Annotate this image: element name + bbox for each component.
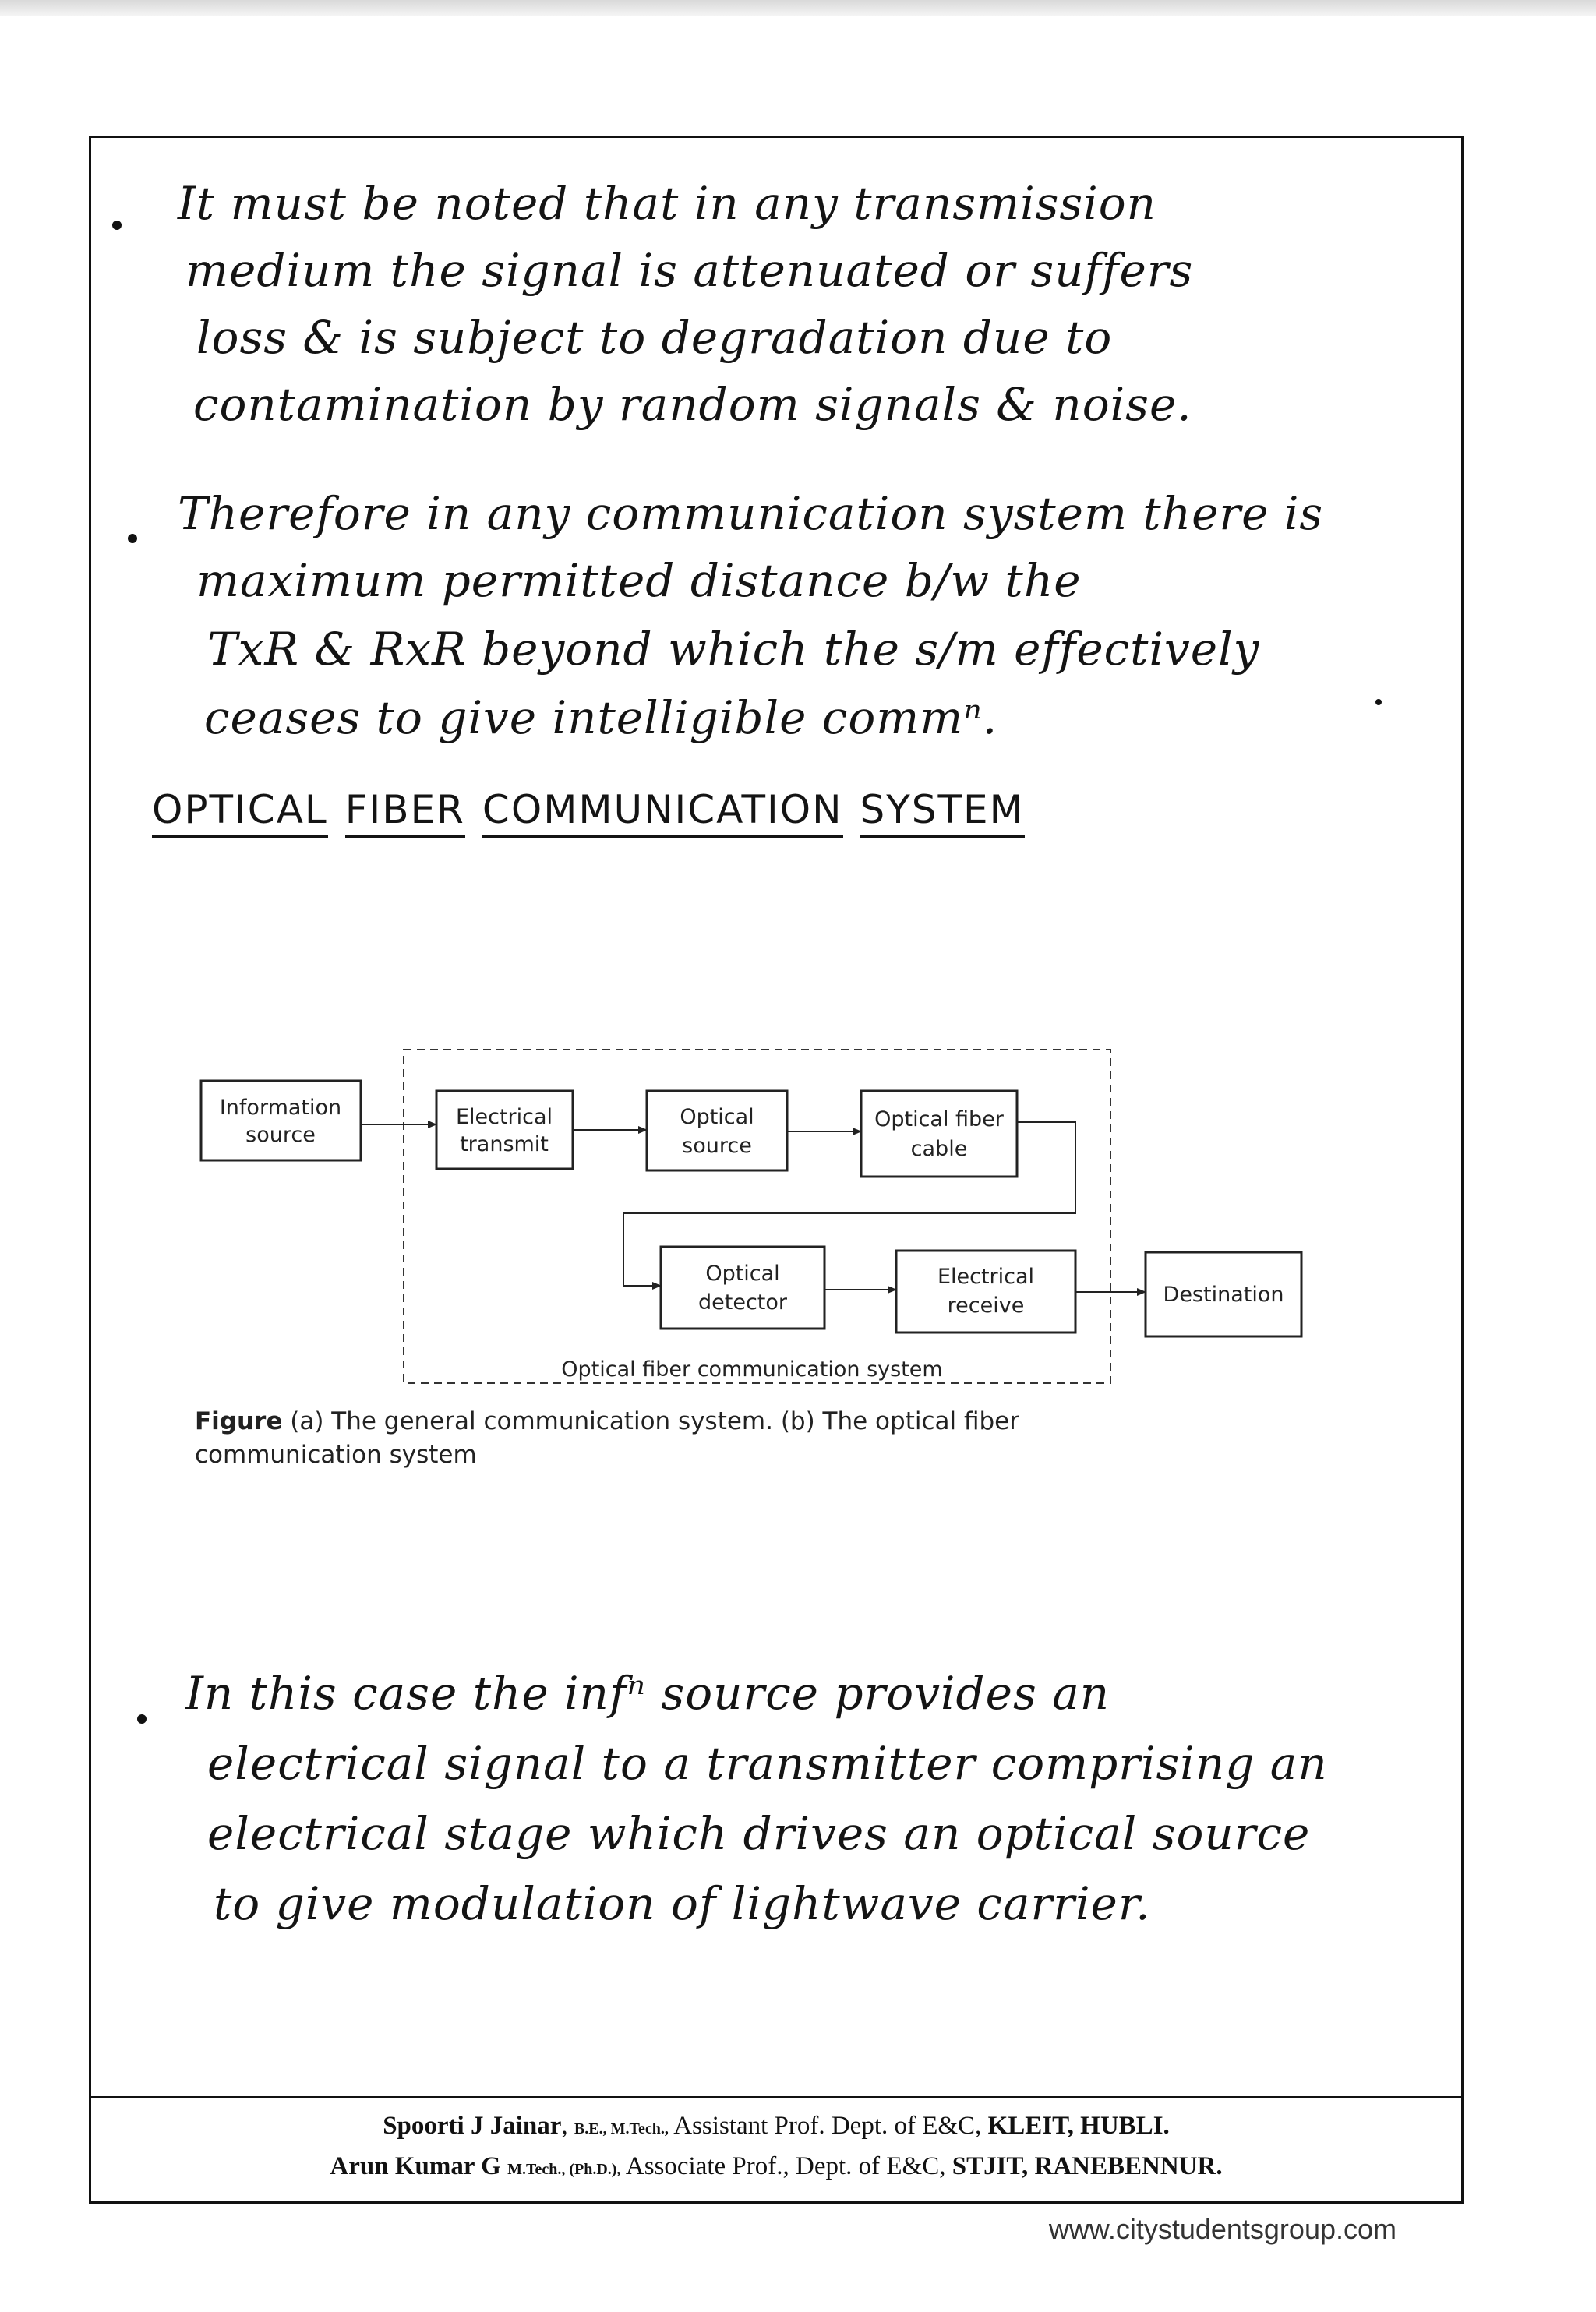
block-label: source bbox=[245, 1123, 316, 1147]
note-line: ceases to give intelligible commⁿ. bbox=[204, 691, 998, 744]
block-label: cable bbox=[910, 1137, 968, 1161]
stray-mark bbox=[1375, 699, 1382, 705]
block-electrical-receive bbox=[896, 1251, 1075, 1332]
author-name: Arun Kumar G bbox=[330, 2152, 501, 2180]
footer-author-1: Spoorti J Jainar, B.E., M.Tech., Assistant Prof. Dept. of E&C, KLEIT, HUBLI. bbox=[383, 2112, 1170, 2140]
note-line: to give modulation of lightwave carrier. bbox=[214, 1877, 1151, 1930]
block-optical-source bbox=[647, 1091, 787, 1170]
block-information-source bbox=[201, 1081, 361, 1160]
block-label: receive bbox=[947, 1294, 1025, 1318]
note-line: It must be noted that in any transmission bbox=[178, 177, 1156, 230]
block-optical-detector bbox=[661, 1247, 824, 1329]
author-role: Assistant Prof. Dept. of E&C, bbox=[668, 2112, 982, 2140]
block-label: Electrical bbox=[937, 1265, 1035, 1289]
caption-label: Figure bbox=[195, 1407, 283, 1435]
note-line: electrical signal to a transmitter comprising an bbox=[207, 1737, 1328, 1790]
author-org: STJIT, RANEBENNUR. bbox=[952, 2152, 1223, 2180]
block-label: Information bbox=[219, 1096, 342, 1120]
note-line: maximum permitted distance b/w the bbox=[196, 554, 1082, 607]
note-line: electrical stage which drives an optical source bbox=[207, 1807, 1311, 1860]
figure-caption bbox=[195, 1405, 1208, 1472]
author-role: Associate Prof., Dept. of E&C, bbox=[620, 2152, 946, 2180]
note-line: TxR & RxR beyond which the s/m effectively bbox=[207, 623, 1260, 676]
website-link[interactable]: www.citystudentsgroup.com bbox=[1048, 2213, 1396, 2245]
note-line: medium the signal is attenuated or suffers bbox=[185, 244, 1194, 297]
note-line: In this case the infⁿ source provides an bbox=[185, 1667, 1110, 1720]
block-label: Optical fiber bbox=[874, 1107, 1004, 1131]
note-line: contamination by random signals & noise. bbox=[193, 378, 1192, 431]
block-electrical-transmit bbox=[436, 1091, 573, 1169]
footer-author-2 bbox=[89, 2152, 1464, 2181]
block-label: Destination bbox=[1163, 1283, 1284, 1307]
caption-text: (a) The general communication system. (b) The optical fiber communication system bbox=[195, 1407, 1019, 1469]
bullet-dot bbox=[112, 221, 122, 230]
bullet-dot bbox=[137, 1714, 147, 1724]
scan-edge-strip bbox=[0, 0, 1596, 16]
author-name: Spoorti J Jainar bbox=[383, 2112, 562, 2140]
footer-divider bbox=[89, 2096, 1464, 2098]
title-word: SYSTEM bbox=[860, 787, 1025, 838]
block-diagram bbox=[187, 1032, 1356, 1391]
section-title bbox=[152, 787, 1042, 838]
block-label: Optical bbox=[680, 1105, 754, 1129]
block-label: source bbox=[682, 1134, 752, 1158]
block-label: Electrical bbox=[455, 1105, 553, 1129]
block-label: transmit bbox=[460, 1132, 549, 1156]
bullet-dot bbox=[128, 534, 137, 543]
author-org: KLEIT, HUBLI. bbox=[987, 2112, 1170, 2140]
block-label: Optical bbox=[705, 1262, 780, 1286]
title-word: FIBER bbox=[345, 787, 465, 838]
block-label: detector bbox=[698, 1290, 787, 1315]
system-label: Optical fiber communication system bbox=[561, 1357, 943, 1382]
title-word: OPTICAL bbox=[152, 787, 328, 838]
title-word: COMMUNICATION bbox=[482, 787, 843, 838]
block-destination bbox=[1146, 1252, 1301, 1336]
author-degree: M.Tech., (Ph.D.), bbox=[507, 2161, 621, 2178]
note-line: loss & is subject to degradation due to bbox=[196, 311, 1113, 364]
note-line: Therefore in any communication system there is bbox=[178, 487, 1324, 540]
block-optical-fiber-cable bbox=[861, 1091, 1017, 1177]
author-degree: B.E., M.Tech., bbox=[574, 2120, 669, 2137]
